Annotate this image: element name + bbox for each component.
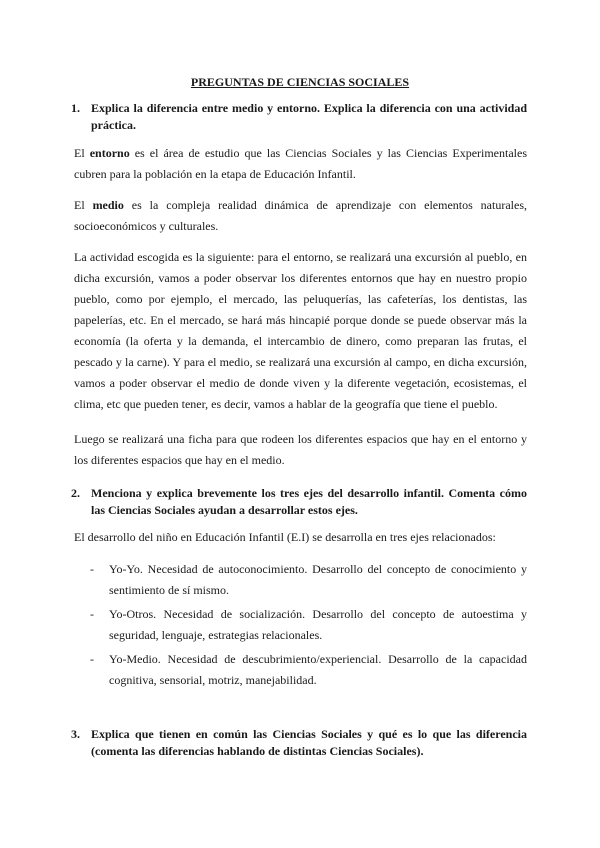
question-2-text: Menciona y explica brevemente los tres ejes del desarrollo infantil. Comenta cómo las Ciencias Sociales ayudan a desarrollar estos ejes.: [91, 486, 527, 517]
question-3-number: 3.: [71, 727, 80, 741]
list-dash: -: [90, 607, 94, 621]
paragraph-medio-pre: El: [74, 198, 93, 212]
paragraph-medio: [74, 195, 527, 237]
paragraph-entorno-post: es el área de estudio que las Ciencias Sociales y las Ciencias Experimentales cubren para la población en la etapa de Educación Infantil.: [74, 146, 527, 181]
question-2-number: 2.: [71, 486, 80, 500]
list-dash: -: [90, 652, 94, 666]
list-item: [74, 559, 527, 601]
list-item-text: Yo-Yo. Necesidad de autoconocimiento. Desarrollo del concepto de conocimiento y sentimiento de sí mismo.: [109, 562, 527, 597]
question-3-text: Explica que tienen en común las Ciencias Sociales y qué es lo que las diferencia (comenta las diferencias hablando de distintas Ciencias Sociales).: [91, 727, 527, 758]
ejes-list: [74, 559, 527, 694]
list-item-text: Yo-Otros. Necesidad de socialización. Desarrollo del concepto de autoestima y seguridad, lenguaje, estrategias relacionales.: [109, 607, 527, 642]
term-medio: medio: [92, 198, 124, 212]
term-entorno: entorno: [89, 146, 130, 160]
list-item: [74, 649, 527, 691]
question-3: [71, 726, 527, 760]
paragraph-entorno-pre: El: [74, 146, 90, 160]
list-item: [74, 604, 527, 646]
question-1-text: Explica la diferencia entre medio y entorno. Explica la diferencia con una actividad práctica.: [91, 101, 527, 132]
paragraph-actividad: La actividad escogida es la siguiente: para el entorno, se realizará una excursión al pueblo, en dicha excursión, vamos a poder observar los diferentes entornos que hay en nuestro propio pueblo, como por ejemplo, el mercado, las peluquerías, las cafeterías, los dentistas, las papelerías, etc. En el mercado, se hará más hincapié porque donde se puede observar más la economía (la oferta y la demanda, el intercambio de dinero, como preparan las frutas, el pescado y la carne). Y para el medio, se realizará una excursión al campo, en dicha excursión, vamos a poder observar el medio de donde viven y la diferente vegetación, ecosistemas, el clima, etc que pueden tener, es decir, vamos a hablar de la geografía que tiene el pueblo.: [74, 250, 527, 411]
question-1: [71, 100, 527, 134]
list-dash: -: [90, 562, 94, 576]
question-1-number: 1.: [71, 101, 80, 115]
paragraph-ejes-intro: El desarrollo del niño en Educación Infantil (E.I) se desarrolla en tres ejes relacionados:: [74, 530, 496, 544]
paragraph-medio-post: es la compleja realidad dinámica de aprendizaje con elementos naturales, socioeconómicos y culturales.: [74, 198, 527, 233]
question-2: [71, 485, 527, 519]
paragraph-entorno: [74, 143, 527, 185]
paragraph-ficha: Luego se realizará una ficha para que rodeen los diferentes espacios que hay en el entorno y los diferentes espacios que hay en el medio.: [74, 432, 527, 467]
list-item-text: Yo-Medio. Necesidad de descubrimiento/experiencial. Desarrollo de la capacidad cognitiva, sensorial, motriz, manejabilidad.: [109, 652, 527, 687]
page-title: PREGUNTAS DE CIENCIAS SOCIALES: [190, 75, 410, 89]
